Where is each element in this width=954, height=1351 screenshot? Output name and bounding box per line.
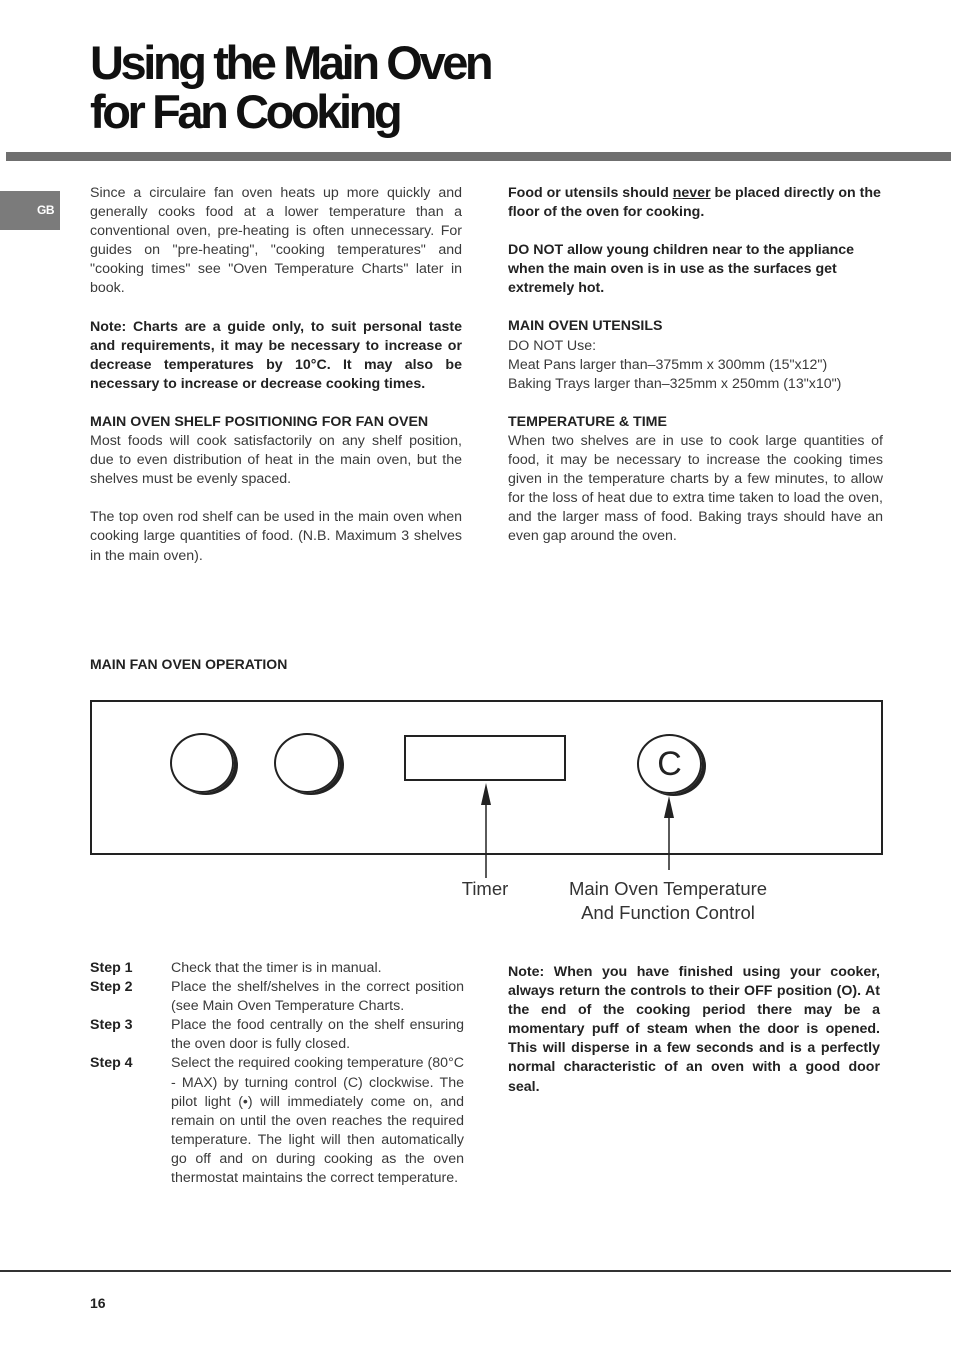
page-number: 16 (90, 1295, 106, 1311)
intro-paragraph: Since a circulaire fan oven heats up more quickly and generally cooks food at a lower temperature than a conventional oven, pre-heating is often unnecessary. For guides on "pre-heating", "cooking temperatures" and "cooking times" see "Oven Temperature Charts" later in book. (90, 185, 462, 297)
floor-warning-post: be placed directly on the floor of the oven for cooking. (508, 185, 881, 221)
utensils-item: Meat Pans larger than–375mm x 300mm (15"x12") (508, 356, 828, 373)
temperature-time-text: When two shelves are in use to cook large quantities of food, it may be necessary to increase the cooking times given in the temperature charts by a few minutes, to allow for the loss of heat due to extra time taken to load the oven, and the larger mass of food. Baking trays should have an even gap around the oven. (508, 432, 883, 545)
final-note: Note: When you have finished using your cooker, always return the controls to their OFF position (O). At the end of the cooking period there may be a momentary puff of steam when the door is opened. This will disperse in a few seconds and is a perfectly normal characteristic of an oven with a good door seal. (508, 964, 880, 1095)
timer-arrow-head (481, 783, 491, 805)
step-text: Check that the timer is in manual. (171, 960, 382, 976)
control-label (548, 877, 788, 925)
shelf-positioning-text: Most foods will cook satisfactorily on any shelf position, due to even distribution of heat in the main oven, but the shelves must be evenly spaced. (90, 433, 462, 488)
control-label-line-1: Main Oven Temperature (568, 878, 768, 899)
step-label: Step 4 (90, 1055, 133, 1072)
step-item (90, 978, 464, 1016)
children-warning: DO NOT allow young children near to the appliance when the main oven is in use as the surfaces get extremely hot. (508, 242, 855, 297)
control-label-line-2: And Function Control (581, 902, 755, 923)
step-label: Step 3 (90, 1017, 133, 1034)
language-tab: GB (0, 191, 60, 230)
temperature-time-heading: TEMPERATURE & TIME (508, 413, 667, 430)
step-text: Select the required cooking temperature (80°C - MAX) by turning control (C) clockwise. The pilot light (•) will immediately come on, and remain on until the oven reaches the required temperature. The light will then automatically go off and on during cooking as the oven thermostat maintains the correct temperature. (171, 1055, 464, 1187)
steps-list (90, 959, 464, 1188)
step-label: Step 1 (90, 960, 133, 976)
utensils-heading: MAIN OVEN UTENSILS (508, 318, 663, 335)
floor-warning-emphasis: never (672, 185, 711, 201)
charts-note: Note: Charts are a guide only, to suit personal taste and requirements, it may be necessary to increase or decrease temperatures by 10°C. It may also be necessary to increase or decrease cooking times. (90, 318, 462, 392)
utensils-intro: DO NOT Use: (508, 337, 597, 354)
floor-warning-pre: Food or utensils should (508, 185, 673, 201)
operation-heading: MAIN FAN OVEN OPERATION (90, 656, 288, 672)
control-arrow-head (664, 796, 674, 818)
timer-label: Timer (461, 878, 509, 899)
page-title-line-2: for Fan Cooking (90, 85, 400, 138)
step-item (90, 1016, 464, 1054)
step-text: Place the food centrally on the shelf ensuring the oven door is fully closed. (171, 1017, 464, 1053)
step-text: Place the shelf/shelves in the correct position (see Main Oven Temperature Charts. (171, 979, 464, 1015)
rod-shelf-text: The top oven rod shelf can be used in the main oven when cooking large quantities of food. (N.B. Maximum 3 shelves in the main oven). (90, 509, 462, 564)
utensils-item: Baking Trays larger than–325mm x 250mm (13"x10") (508, 375, 842, 392)
step-label: Step 2 (90, 979, 133, 996)
footer-rule (0, 1270, 951, 1272)
control-letter: C (657, 745, 682, 783)
page-title-line-1: Using the Main Oven (90, 36, 491, 89)
step-item (90, 1054, 464, 1188)
step-item (90, 959, 464, 978)
shelf-positioning-heading: MAIN OVEN SHELF POSITIONING FOR FAN OVEN (90, 413, 429, 430)
